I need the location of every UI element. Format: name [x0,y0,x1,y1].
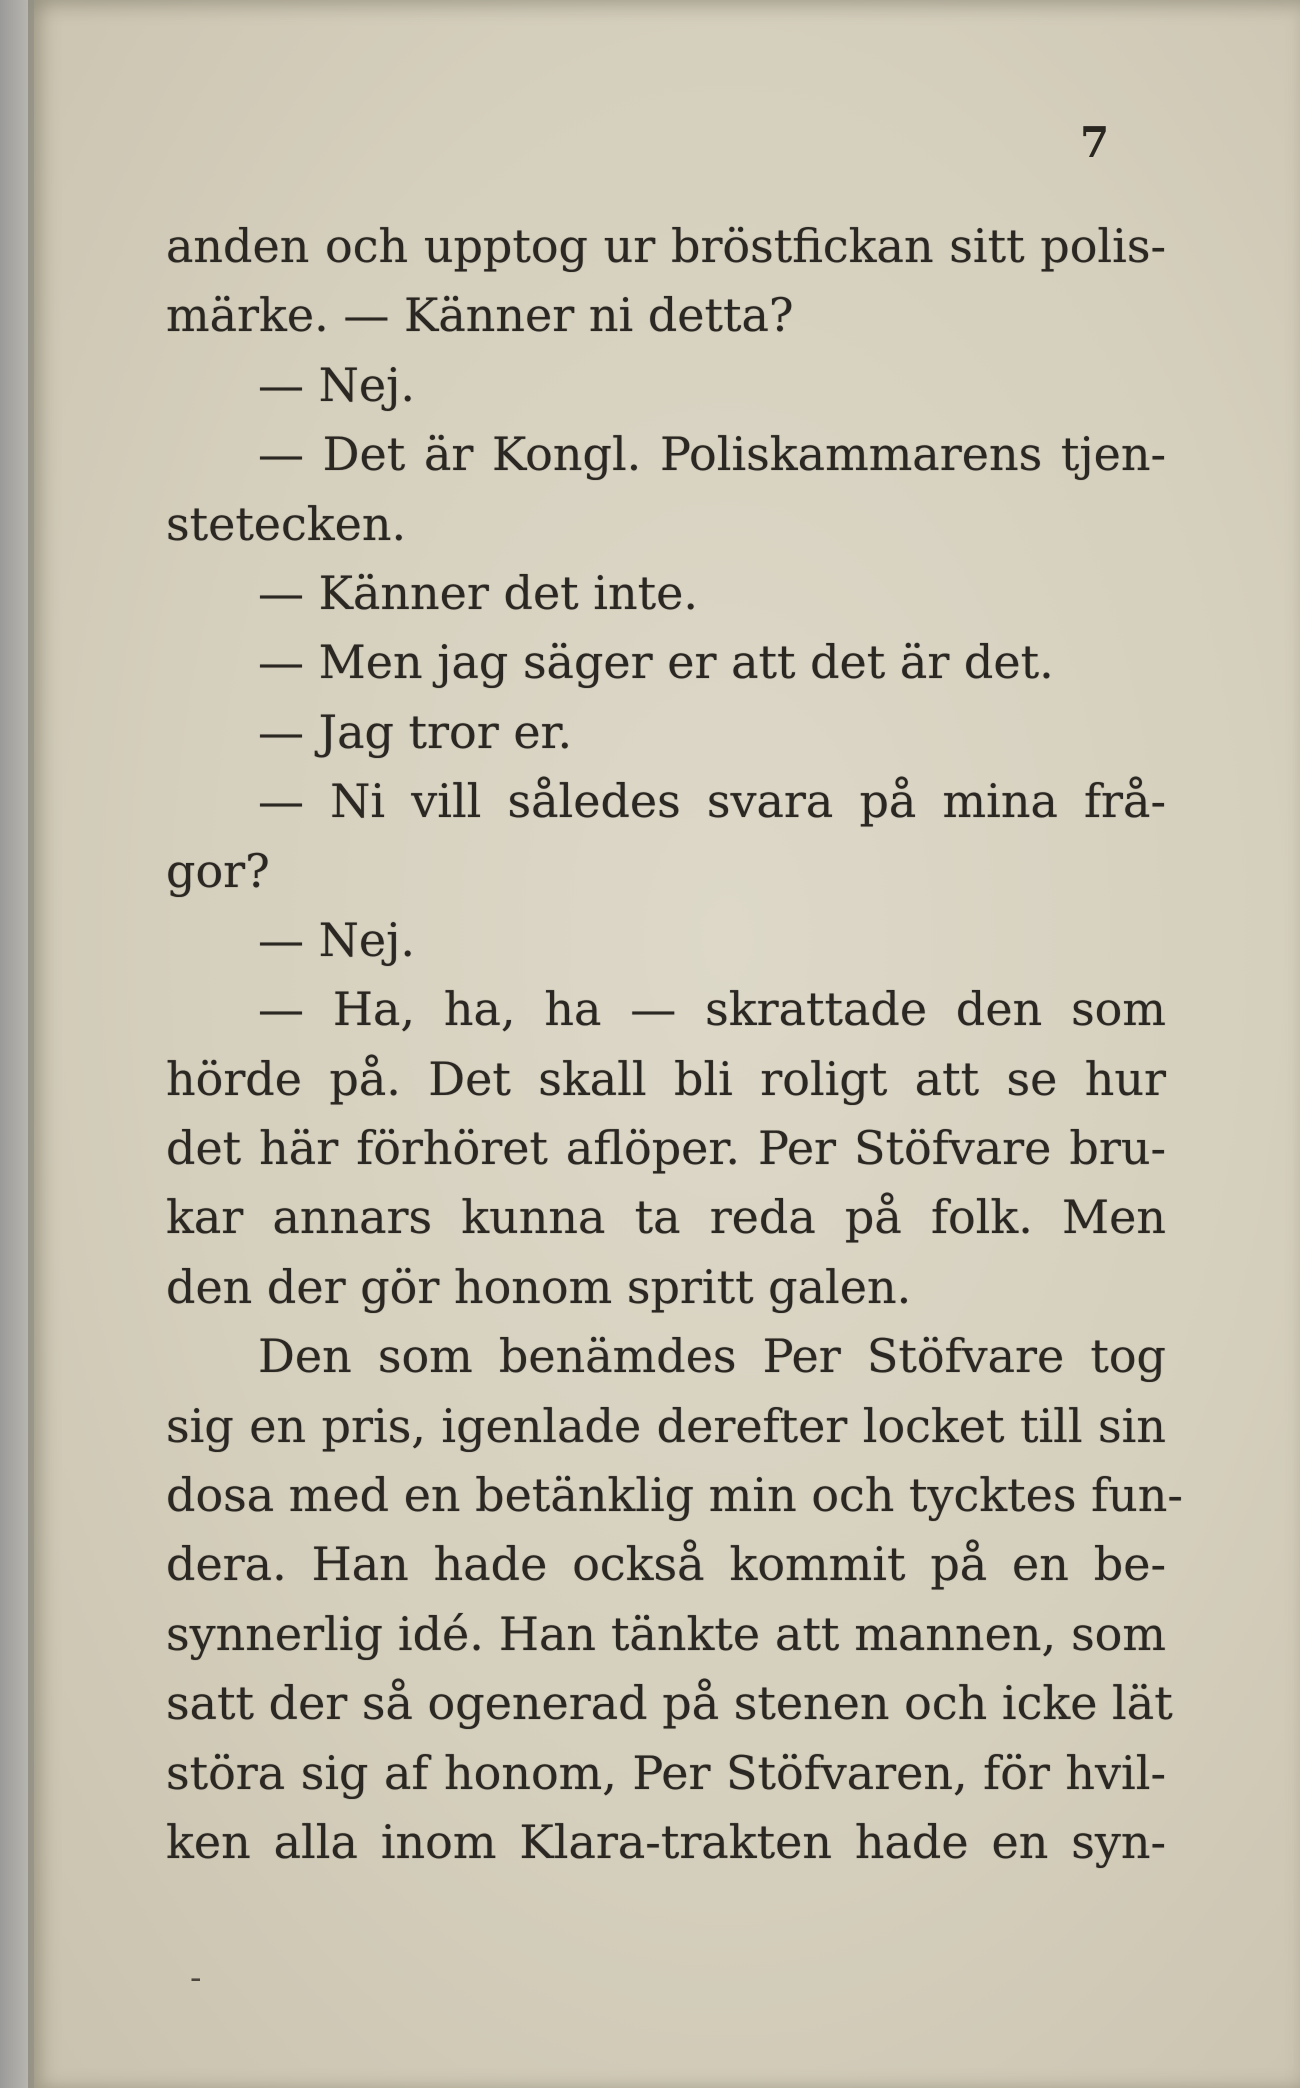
text-line: dosa med en betänklig min och tycktes fun- [166,1468,1183,1523]
text-line: synnerlig idé. Han tänkte att mannen, som [166,1606,1166,1661]
scan-background-edge [0,0,28,2088]
text-line: dera. Han hade också kommit på en be- [166,1537,1166,1592]
text-line: den der gör honom spritt galen. [166,1259,912,1314]
text-line: märke. — Känner ni detta? [166,288,794,343]
text-line: — Känner det inte. [258,565,698,620]
text-line: kar annars kunna ta reda på folk. Men [166,1190,1166,1245]
text-line: — Nej. [258,357,415,412]
text-line: anden och upptog ur bröstfickan sitt polis- [166,219,1166,273]
text-line: — Jag tror er. [258,704,573,759]
bottom-mark: - [190,1958,202,1998]
page-number: 7 [1080,118,1110,167]
text-line: sig en pris, igenlade derefter locket till sin [166,1398,1166,1453]
page-gutter-shadow [28,0,34,2088]
text-line: det här förhöret aflöper. Per Stöfvare bru- [166,1121,1166,1176]
text-line: störa sig af honom, Per Stöfvaren, för hvil- [166,1745,1166,1800]
text-line: satt der så ogenerad på stenen och icke lät [166,1676,1173,1731]
text-line: hörde på. Det skall bli roligt att se hur [166,1051,1166,1106]
text-line: ken alla inom Klara-trakten hade en syn- [166,1814,1166,1869]
text-line: — Ha, ha, ha — skrattade den som [258,982,1166,1037]
text-line: — Nej. [258,912,415,967]
text-line: Den som benämdes Per Stöfvare tog [258,1329,1166,1384]
text-line: — Det är Kongl. Poliskammarens tjen- [258,427,1166,482]
text-line: gor? [166,843,270,898]
text-line: stetecken. [166,496,407,551]
text-line: — Ni vill således svara på mina frå- [258,774,1166,829]
text-line: — Men jag säger er att det är det. [258,635,1054,690]
body-text [166,212,1183,1877]
